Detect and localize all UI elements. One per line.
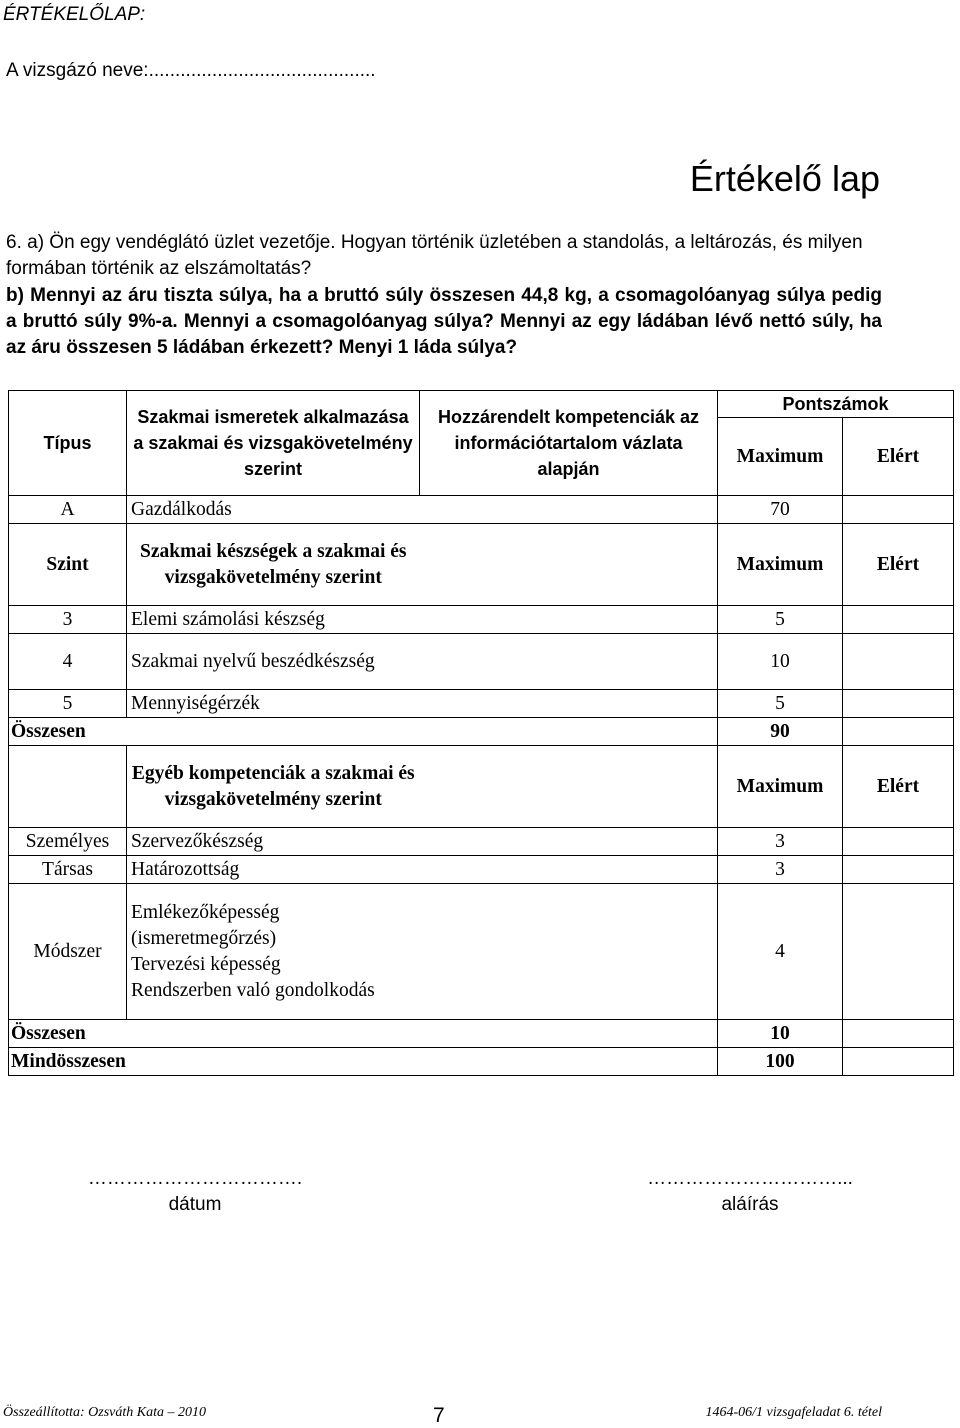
- competency-max: 3: [718, 856, 843, 884]
- total-max: 100: [718, 1048, 843, 1076]
- other-header-maximum: Maximum: [718, 746, 843, 828]
- date-signature-block: [40, 1166, 350, 1218]
- competency-achieved[interactable]: [843, 828, 954, 856]
- competency-line: Rendszerben való gondolkodás: [131, 979, 375, 1001]
- row-a-label: Gazdálkodás: [127, 496, 420, 524]
- signature-block: [590, 1166, 910, 1218]
- table-row: [9, 690, 954, 718]
- competency-max: 3: [718, 828, 843, 856]
- skill-achieved[interactable]: [843, 634, 954, 690]
- col-header-type: Típus: [9, 391, 127, 496]
- skill-achieved[interactable]: [843, 606, 954, 634]
- col-header-knowledge: Szakmai ismeretek alkalmazása a szakmai és vizsgakövetelmény szerint: [127, 391, 420, 496]
- footer-page-number: 7: [433, 1404, 445, 1427]
- question-b-text: b) Mennyi az áru tiszta súlya, ha a bruttó súly összesen 44,8 kg, a csomagolóanyag súlya pedig a bruttó súly 9%-a. Mennyi a csomagolóanyag súlya? Mennyi az egy ládában lévő nettó súly, ha az áru összesen 5 ládában érkezett? Menyi 1 láda súlya?: [6, 285, 882, 358]
- page-title: Értékelő lap: [689, 158, 880, 199]
- table-row: [9, 606, 954, 634]
- subtotal-label: Összesen: [9, 718, 718, 746]
- table-header-row: [9, 391, 954, 418]
- subtotal-max: 10: [718, 1020, 843, 1048]
- competency-type: Módszer: [9, 884, 127, 1020]
- skills-header-type: Szint: [9, 524, 127, 606]
- competency-type: Társas: [9, 856, 127, 884]
- skill-level: 3: [9, 606, 127, 634]
- skills-header-label: Szakmai készségek a szakmai és vizsgakövetelmény szerint: [127, 524, 420, 606]
- total-achieved[interactable]: [843, 1048, 954, 1076]
- skill-label: Szakmai nyelvű beszédkészség: [127, 634, 420, 690]
- skill-level: 4: [9, 634, 127, 690]
- footer-author: Összeállította: Ozsváth Kata – 2010: [3, 1405, 207, 1420]
- competency-line: Tervezési képesség: [131, 953, 281, 975]
- col-header-scores: Pontszámok: [718, 391, 954, 418]
- total-label: Mindösszesen: [9, 1048, 718, 1076]
- skill-label: Elemi számolási készség: [127, 606, 420, 634]
- subtotal-achieved[interactable]: [843, 718, 954, 746]
- col-header-maximum: Maximum: [718, 418, 843, 496]
- table-row: [9, 828, 954, 856]
- subtotal-row: [9, 1020, 954, 1048]
- signature-label: aláírás: [721, 1194, 779, 1215]
- row-a-type: A: [9, 496, 127, 524]
- evaluation-table: [8, 390, 954, 1076]
- subtotal-max: 90: [718, 718, 843, 746]
- date-label: dátum: [168, 1194, 222, 1215]
- subtotal-achieved[interactable]: [843, 1020, 954, 1048]
- competency-line: Emlékezőképesség (ismeretmegőrzés): [131, 901, 280, 949]
- subtotal-label: Összesen: [9, 1020, 718, 1048]
- competency-type: Személyes: [9, 828, 127, 856]
- other-header-row: [9, 746, 954, 828]
- competency-achieved[interactable]: [843, 856, 954, 884]
- skill-max: 10: [718, 634, 843, 690]
- table-row: [9, 634, 954, 690]
- competency-label: Határozottság: [127, 856, 420, 884]
- row-a-achieved[interactable]: [843, 496, 954, 524]
- skill-level: 5: [9, 690, 127, 718]
- skills-header-achieved: Elért: [843, 524, 954, 606]
- question-b: [6, 283, 882, 361]
- skills-header-maximum: Maximum: [718, 524, 843, 606]
- table-row: [9, 856, 954, 884]
- total-row: [9, 1048, 954, 1076]
- skill-max: 5: [718, 690, 843, 718]
- form-header-label: ÉRTÉKELŐLAP:: [3, 4, 146, 25]
- date-line[interactable]: …………………………….: [87, 1168, 303, 1189]
- skills-header-row: [9, 524, 954, 606]
- skill-label: Mennyiségérzék: [127, 690, 420, 718]
- subtotal-row: [9, 718, 954, 746]
- skill-max: 5: [718, 606, 843, 634]
- row-a-max: 70: [718, 496, 843, 524]
- other-header-label: Egyéb kompetenciák a szakmai és vizsgakövetelmény szerint: [127, 746, 420, 828]
- competency-label: Szervezőkészség: [127, 828, 420, 856]
- table-row: [9, 496, 954, 524]
- competency-label: [127, 884, 420, 1020]
- competency-achieved[interactable]: [843, 884, 954, 1020]
- table-row: [9, 884, 954, 1020]
- col-header-achieved: Elért: [843, 418, 954, 496]
- question-a: 6. a) Ön egy vendéglátó üzlet vezetője. Hogyan történik üzletében a standolás, a leltározás, és milyen formában történik az elszámoltatás?: [6, 232, 863, 279]
- skill-achieved[interactable]: [843, 690, 954, 718]
- competency-max: 4: [718, 884, 843, 1020]
- footer-exam-code: 1464-06/1 vizsgafeladat 6. tétel: [705, 1405, 882, 1420]
- examinee-name-field[interactable]: A vizsgázó neve:...........................................: [6, 60, 376, 81]
- other-header-achieved: Elért: [843, 746, 954, 828]
- signature-line[interactable]: …………………………...: [647, 1168, 853, 1189]
- col-header-competencies: Hozzárendelt kompetenciák az információtartalom vázlata alapján: [420, 391, 718, 496]
